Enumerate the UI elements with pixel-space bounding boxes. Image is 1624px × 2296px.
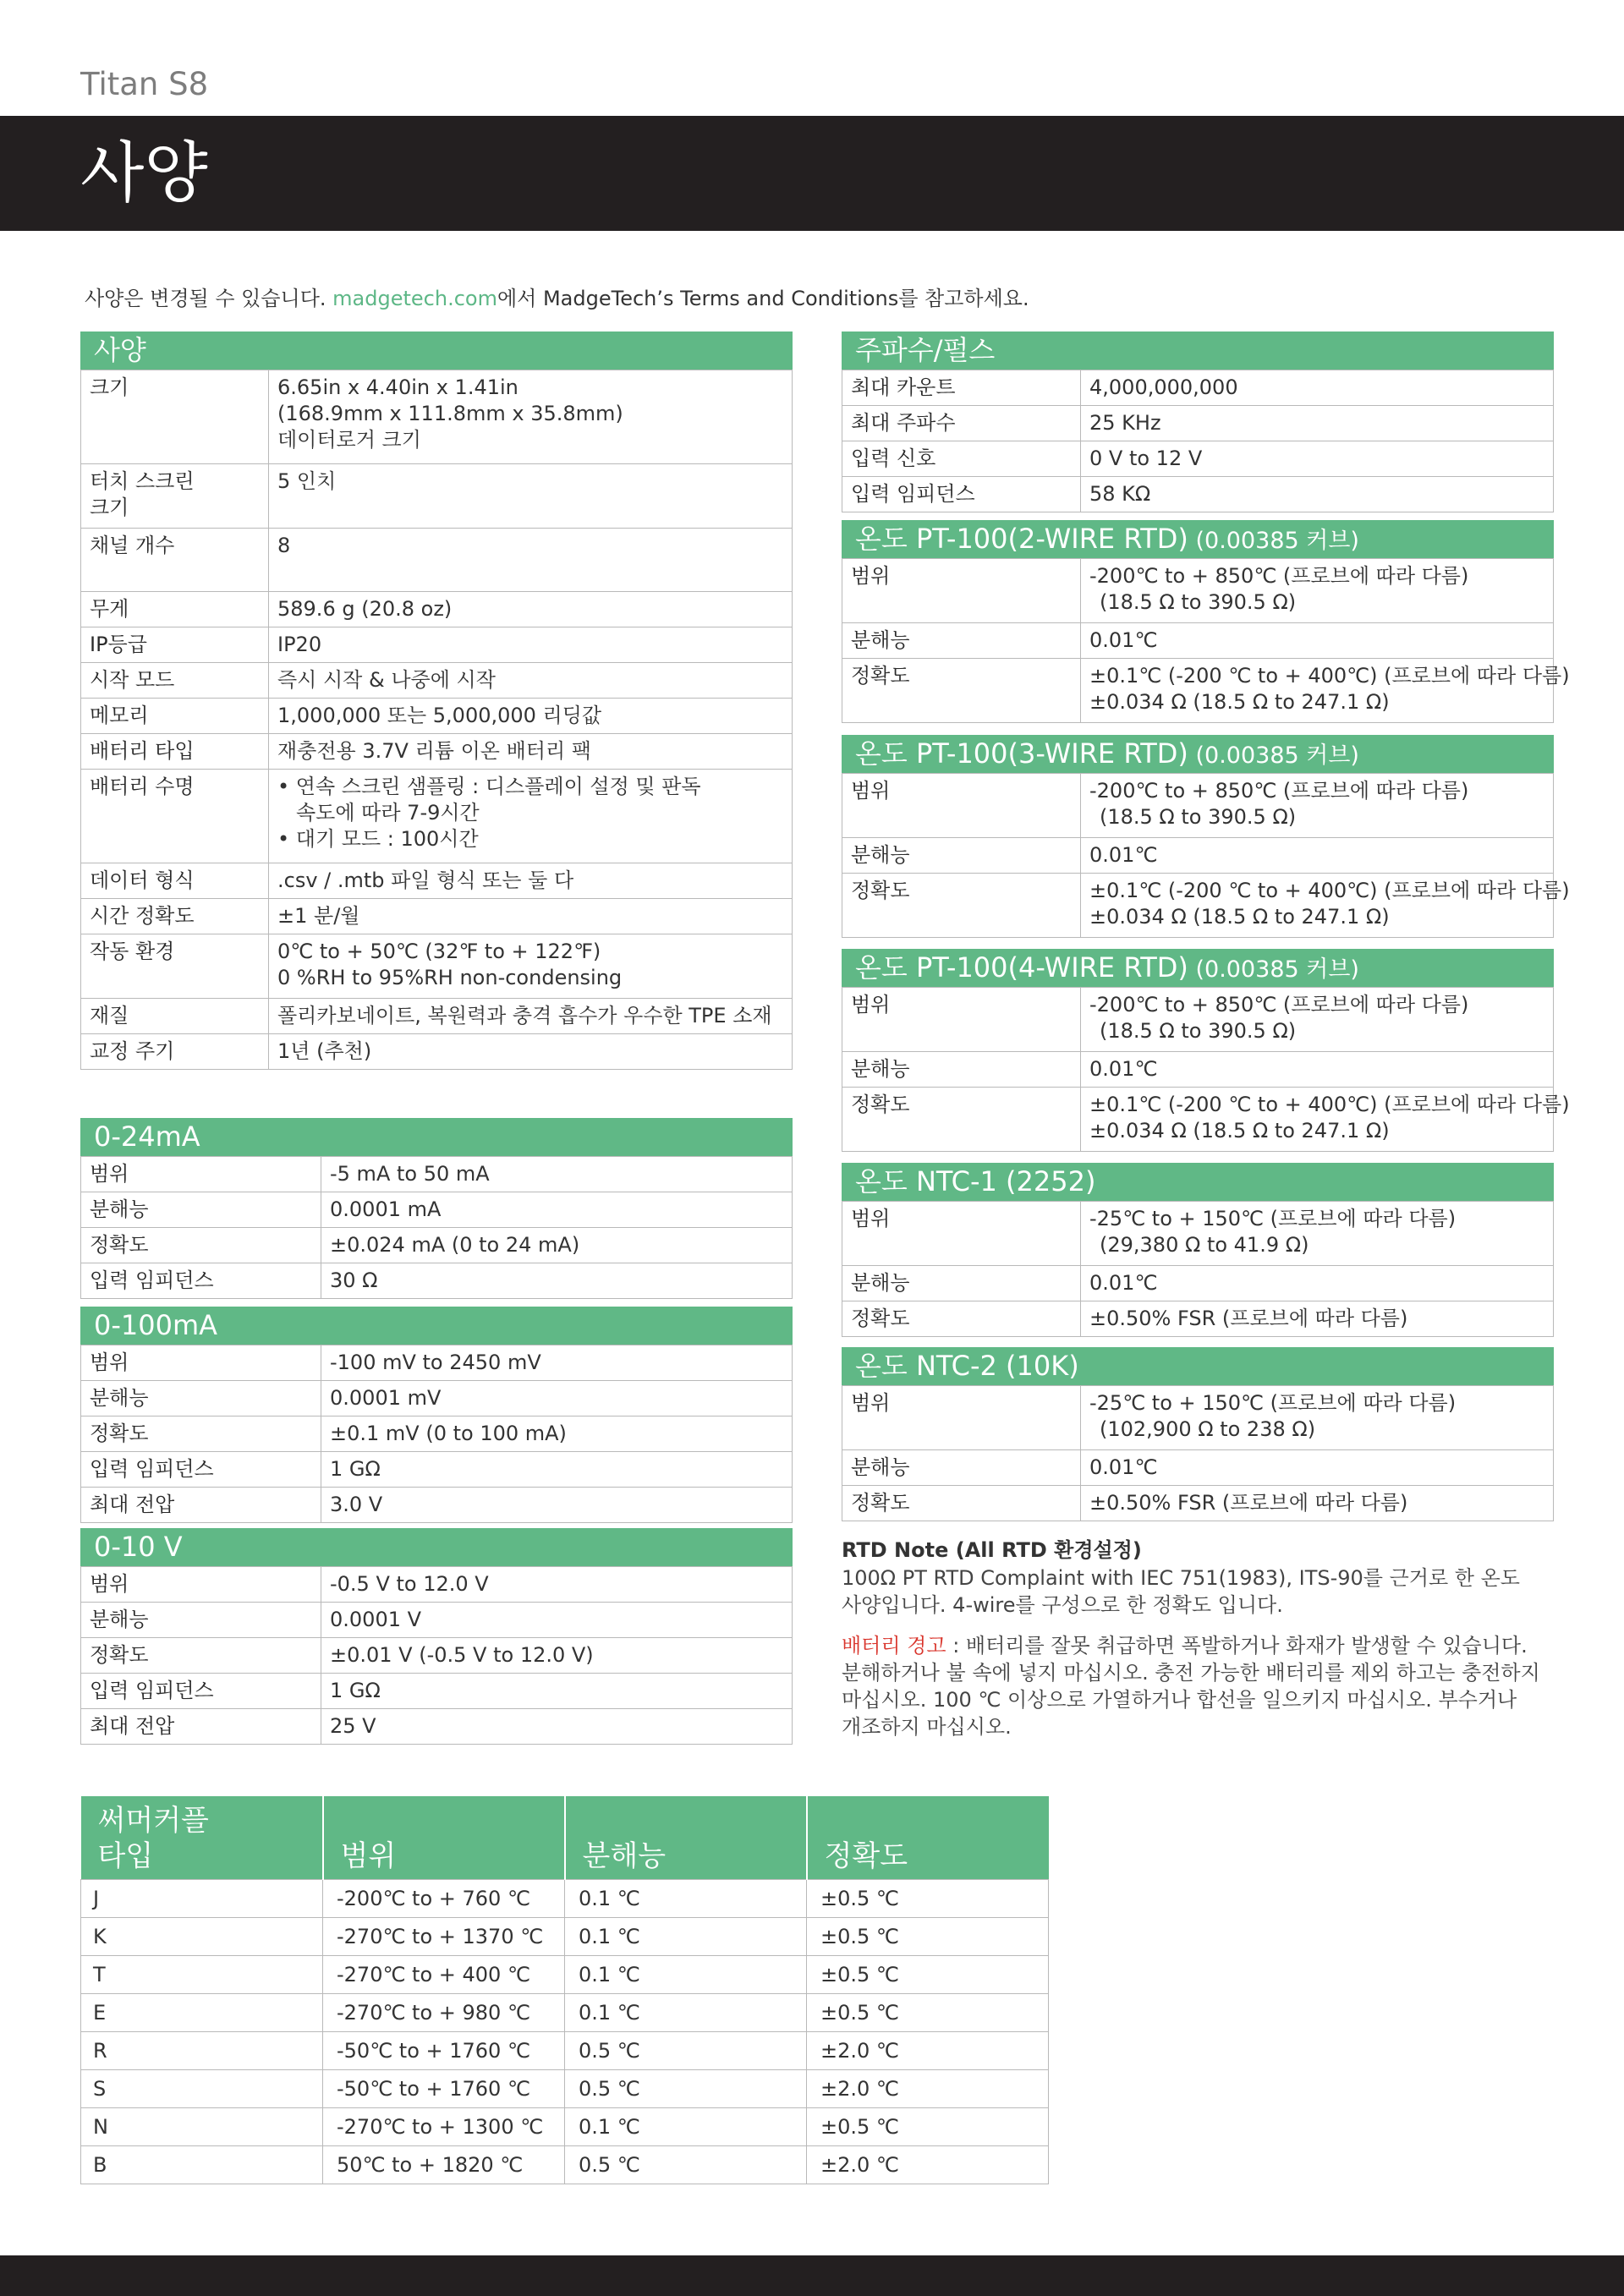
tc-range: -270℃ to + 980 ℃ — [323, 1993, 565, 2031]
spec-value-line: 0 %RH to 95%RH non-condensing — [277, 966, 623, 989]
spec-value — [1081, 988, 1554, 1052]
spec-label: IP등급 — [81, 627, 269, 663]
spec-label: 분해능 — [842, 623, 1081, 659]
spec-label: 데이터 형식 — [81, 863, 269, 899]
footer-bar — [0, 2255, 1624, 2296]
spec-value: -5 mA to 50 mA — [321, 1157, 793, 1192]
spec-label: 정확도 — [842, 874, 1081, 938]
freq-table — [842, 370, 1554, 512]
table-row — [81, 1955, 1049, 1993]
tc-resolution: 0.1 ℃ — [565, 1917, 807, 1955]
tc-type: J — [81, 1879, 323, 1917]
pt100-2wire-table — [842, 558, 1570, 723]
ma24-row — [81, 1157, 793, 1192]
spec-label: 시간 정확도 — [81, 899, 269, 934]
tc-accuracy: ±0.5 ℃ — [807, 1993, 1049, 2031]
spec-notice — [85, 282, 1029, 311]
spec-value-line: ±0.034 Ω (18.5 Ω to 247.1 Ω) — [1089, 905, 1390, 929]
tc-type: N — [81, 2107, 323, 2145]
tc-range: -50℃ to + 1760 ℃ — [323, 2031, 565, 2069]
spec-value-line: (18.5 Ω to 390.5 Ω) — [1100, 805, 1297, 829]
freq-row — [842, 406, 1554, 441]
freq-section-title: 주파수/펄스 — [842, 332, 1554, 370]
section-title-sub: (0.00385 커브) — [1188, 528, 1359, 554]
rtd-row-range — [842, 988, 1554, 1052]
ma100-row — [81, 1381, 793, 1417]
table-row — [81, 2031, 1049, 2069]
spec-label: 범위 — [81, 1345, 321, 1381]
spec-value: 1 GΩ — [321, 1674, 793, 1709]
spec-value-line: -200℃ to + 850℃ (프로브에 따라 다름) — [1089, 564, 1469, 588]
spec-label: 재질 — [81, 999, 269, 1034]
tc-accuracy: ±0.5 ℃ — [807, 1917, 1049, 1955]
spec-value — [1081, 774, 1554, 838]
tc-range: -270℃ to + 1370 ℃ — [323, 1917, 565, 1955]
header-resolution: 분해능 — [565, 1796, 807, 1879]
spec-value-line: (168.9mm x 111.8mm x 35.8mm) — [277, 402, 623, 425]
section-title-sub: (0.00385 커브) — [1188, 743, 1359, 769]
ma24-row — [81, 1263, 793, 1299]
spec-value-line: 0℃ to + 50℃ (32℉ to + 122℉) — [277, 940, 601, 963]
spec-table — [80, 370, 793, 1070]
table-row — [81, 1917, 1049, 1955]
freq-row — [842, 370, 1554, 406]
battery-warning-line: 마십시오. 100 ℃ 이상으로 가열하거나 합선을 일으키지 마십시오. 부수거나 — [842, 1688, 1517, 1712]
spec-label: 입력 임피던스 — [81, 1263, 321, 1299]
pt100-4wire-title — [842, 949, 1554, 987]
pt100-4wire-table — [842, 987, 1570, 1152]
spec-value: 4,000,000,000 — [1081, 370, 1554, 406]
spec-value — [269, 934, 793, 999]
spec-row-touch — [81, 464, 793, 529]
ma100-row — [81, 1345, 793, 1381]
rtd-note-title: RTD Note (All RTD 환경설정) — [842, 1538, 1142, 1562]
spec-label: 최대 전압 — [81, 1488, 321, 1523]
spec-value-line: ±0.034 Ω (18.5 Ω to 247.1 Ω) — [1089, 690, 1390, 714]
spec-value — [269, 370, 793, 464]
spec-label: 정확도 — [81, 1638, 321, 1674]
spec-row-material — [81, 999, 793, 1034]
thermocouple-section — [80, 1796, 1049, 2184]
spec-label: 범위 — [81, 1567, 321, 1603]
spec-value-line: (18.5 Ω to 390.5 Ω) — [1100, 1019, 1297, 1043]
spec-value: -100 mV to 2450 mV — [321, 1345, 793, 1381]
spec-value: 재충전용 3.7V 리튬 이온 배터리 팩 — [269, 734, 793, 770]
spec-value: ±0.1 mV (0 to 100 mA) — [321, 1417, 793, 1452]
spec-row-memory — [81, 699, 793, 734]
spec-row-battery-life — [81, 770, 793, 863]
pt100-4wire-section — [842, 949, 1570, 1152]
tc-accuracy: ±2.0 ℃ — [807, 2031, 1049, 2069]
pt100-2wire-title — [842, 520, 1554, 558]
battery-warning-line — [842, 1632, 1544, 1659]
tc-range: 50℃ to + 1820 ℃ — [323, 2145, 565, 2184]
title-banner — [0, 116, 1624, 231]
spec-row-time-accuracy — [81, 899, 793, 934]
spec-value: 8 — [269, 529, 793, 592]
rtd-row-range — [842, 559, 1554, 623]
spec-value: 25 KHz — [1081, 406, 1554, 441]
tc-accuracy: ±0.5 ℃ — [807, 1879, 1049, 1917]
tc-resolution: 0.5 ℃ — [565, 2069, 807, 2107]
tc-type: R — [81, 2031, 323, 2069]
spec-value — [1081, 559, 1554, 623]
ma24-section-title: 0-24mA — [80, 1118, 793, 1156]
bullet-item-cont: 속도에 따라 7-9시간 — [296, 801, 480, 825]
spec-row-environment — [81, 934, 793, 999]
rtd-note-line: 사양입니다. 4-wire를 구성으로 한 정확도 입니다. — [842, 1593, 1283, 1617]
tc-range: -50℃ to + 1760 ℃ — [323, 2069, 565, 2107]
tc-range: -270℃ to + 400 ℃ — [323, 1955, 565, 1993]
spec-value-line: ±0.1℃ (-200 ℃ to + 400℃) (프로브에 따라 다름) — [1089, 1093, 1570, 1116]
v10-row — [81, 1603, 793, 1638]
v10-section — [80, 1528, 793, 1745]
spec-value: 0.01℃ — [1081, 623, 1554, 659]
tc-accuracy: ±2.0 ℃ — [807, 2069, 1049, 2107]
spec-label: 교정 주기 — [81, 1034, 269, 1070]
battery-warning-text: : 배터리를 잘못 취급하면 폭발하거나 화재가 발생할 수 있습니다. — [946, 1634, 1528, 1658]
spec-value-line: ±0.1℃ (-200 ℃ to + 400℃) (프로브에 따라 다름) — [1089, 879, 1570, 902]
spec-label: 분해능 — [81, 1192, 321, 1228]
spec-value: ±0.50% FSR (프로브에 따라 다름) — [1081, 1486, 1554, 1521]
tc-resolution: 0.5 ℃ — [565, 2145, 807, 2184]
spec-value — [269, 770, 793, 863]
pt100-3wire-section — [842, 735, 1570, 938]
rtd-row-accuracy — [842, 659, 1554, 723]
ntc1-section — [842, 1163, 1554, 1337]
spec-value: -0.5 V to 12.0 V — [321, 1567, 793, 1603]
spec-value: 0.0001 mA — [321, 1192, 793, 1228]
v10-table — [80, 1566, 793, 1745]
ntc-row-accuracy — [842, 1301, 1554, 1337]
spec-label: 입력 임피던스 — [81, 1674, 321, 1709]
spec-label: 작동 환경 — [81, 934, 269, 999]
spec-row-calibration — [81, 1034, 793, 1070]
spec-value: 1 GΩ — [321, 1452, 793, 1488]
thermocouple-header-row — [81, 1796, 1049, 1879]
ntc-row-resolution — [842, 1450, 1554, 1486]
ntc-row-range — [842, 1202, 1554, 1266]
spec-label: 크기 — [81, 370, 269, 464]
tc-resolution: 0.1 ℃ — [565, 2107, 807, 2145]
header-type-line: 타입 — [97, 1838, 154, 1873]
spec-label: 분해능 — [842, 1450, 1081, 1486]
spec-label: 범위 — [842, 774, 1081, 838]
rtd-row-accuracy — [842, 874, 1554, 938]
table-row — [81, 1879, 1049, 1917]
spec-label: 분해능 — [842, 838, 1081, 874]
spec-value: 0.01℃ — [1081, 1266, 1554, 1301]
spec-value-line: 데이터로거 크기 — [277, 428, 421, 452]
spec-value-line: (102,900 Ω to 238 Ω) — [1100, 1417, 1316, 1441]
tc-resolution: 0.1 ℃ — [565, 1955, 807, 1993]
page-title: 사양 — [80, 135, 208, 211]
notice-text: 사양은 변경될 수 있습니다. — [85, 287, 333, 310]
spec-row-ip — [81, 627, 793, 663]
spec-label: 범위 — [81, 1157, 321, 1192]
tc-accuracy: ±0.5 ℃ — [807, 2107, 1049, 2145]
table-row — [81, 2107, 1049, 2145]
spec-value-line: -200℃ to + 850℃ (프로브에 따라 다름) — [1089, 779, 1469, 803]
table-row — [81, 2145, 1049, 2184]
section-title-main: 온도 PT-100(2-WIRE RTD) — [855, 523, 1188, 555]
ma100-row — [81, 1488, 793, 1523]
tc-resolution: 0.5 ℃ — [565, 2031, 807, 2069]
freq-section — [842, 332, 1554, 512]
ma24-row — [81, 1192, 793, 1228]
spec-value: ±0.50% FSR (프로브에 따라 다름) — [1081, 1301, 1554, 1337]
section-title-sub: (0.00385 커브) — [1188, 956, 1359, 983]
header-type — [81, 1796, 323, 1879]
table-row — [81, 2069, 1049, 2107]
spec-value: 0.01℃ — [1081, 1450, 1554, 1486]
spec-row-start — [81, 663, 793, 699]
spec-label: 시작 모드 — [81, 663, 269, 699]
spec-row-channels — [81, 529, 793, 592]
tc-accuracy: ±0.5 ℃ — [807, 1955, 1049, 1993]
battery-warning-line: 분해하거나 불 속에 넣지 마십시오. 충전 가능한 배터리를 제외 하고는 충전하지 — [842, 1661, 1540, 1685]
rtd-note-line: 100Ω PT RTD Complaint with IEC 751(1983), ITS-90를 근거로 한 온도 — [842, 1566, 1520, 1590]
spec-value: 0 V to 12 V — [1081, 441, 1554, 477]
ma100-table — [80, 1345, 793, 1523]
battery-warning-line: 개조하지 마십시오. — [842, 1715, 1012, 1739]
spec-value: 0.01℃ — [1081, 1052, 1554, 1088]
spec-label: 배터리 수명 — [81, 770, 269, 863]
ma24-table — [80, 1156, 793, 1299]
ma24-row — [81, 1228, 793, 1263]
ntc-row-accuracy — [842, 1486, 1554, 1521]
ntc-row-range — [842, 1386, 1554, 1450]
pt100-3wire-title — [842, 735, 1554, 773]
spec-label: 최대 전압 — [81, 1709, 321, 1745]
spec-value-line: 6.65in x 4.40in x 1.41in — [277, 375, 518, 399]
ma100-section-title: 0-100mA — [80, 1307, 793, 1345]
spec-label — [81, 464, 269, 529]
product-name: Titan S8 — [80, 66, 209, 102]
spec-label: 채널 개수 — [81, 529, 269, 592]
spec-value: ±0.024 mA (0 to 24 mA) — [321, 1228, 793, 1263]
spec-row-battery-type — [81, 734, 793, 770]
header-type-line: 써머커플 — [97, 1803, 209, 1838]
spec-row-format — [81, 863, 793, 899]
spec-label: 정확도 — [842, 1088, 1081, 1152]
tc-range: -270℃ to + 1300 ℃ — [323, 2107, 565, 2145]
spec-label: 정확도 — [81, 1228, 321, 1263]
header-accuracy: 정확도 — [807, 1796, 1049, 1879]
spec-value: 5 인치 — [269, 464, 793, 529]
spec-value: .csv / .mtb 파일 형식 또는 둘 다 — [269, 863, 793, 899]
ma100-row — [81, 1452, 793, 1488]
ma100-section — [80, 1307, 793, 1523]
ntc2-table — [842, 1385, 1554, 1521]
section-title-main: 온도 PT-100(3-WIRE RTD) — [855, 737, 1188, 770]
spec-value — [1081, 659, 1570, 723]
spec-row-weight — [81, 592, 793, 627]
spec-value — [1081, 874, 1570, 938]
spec-label: 배터리 타입 — [81, 734, 269, 770]
tc-resolution: 0.1 ℃ — [565, 1993, 807, 2031]
bullet-item: • 대기 모드 : 100시간 — [277, 827, 479, 851]
ntc1-table — [842, 1201, 1554, 1337]
spec-value: 3.0 V — [321, 1488, 793, 1523]
spec-value: 즉시 시작 & 나중에 시작 — [269, 663, 793, 699]
v10-section-title: 0-10 V — [80, 1528, 793, 1566]
spec-label: 범위 — [842, 988, 1081, 1052]
spec-value-line: -200℃ to + 850℃ (프로브에 따라 다름) — [1089, 993, 1469, 1016]
spec-value: 58 KΩ — [1081, 477, 1554, 512]
section-title-main: 온도 PT-100(4-WIRE RTD) — [855, 951, 1188, 984]
spec-label-line: 터치 스크린 — [90, 469, 195, 493]
pt100-3wire-table — [842, 773, 1570, 938]
spec-label: 무게 — [81, 592, 269, 627]
spec-label: 정확도 — [842, 1301, 1081, 1337]
spec-label: 메모리 — [81, 699, 269, 734]
spec-value: 1년 (추천) — [269, 1034, 793, 1070]
spec-value: 30 Ω — [321, 1263, 793, 1299]
v10-row — [81, 1638, 793, 1674]
header-range: 범위 — [323, 1796, 565, 1879]
spec-section-title: 사양 — [80, 332, 793, 370]
spec-section — [80, 332, 793, 1070]
rtd-row-accuracy — [842, 1088, 1554, 1152]
ma100-row — [81, 1417, 793, 1452]
spec-label: 입력 임피던스 — [842, 477, 1081, 512]
spec-value-line: ±0.034 Ω (18.5 Ω to 247.1 Ω) — [1089, 1119, 1390, 1143]
spec-label: 정확도 — [842, 1486, 1081, 1521]
tc-resolution: 0.1 ℃ — [565, 1879, 807, 1917]
v10-row — [81, 1567, 793, 1603]
rtd-note-text — [842, 1564, 1544, 1619]
v10-row — [81, 1674, 793, 1709]
rtd-row-resolution — [842, 838, 1554, 874]
spec-value: ±0.01 V (-0.5 V to 12.0 V) — [321, 1638, 793, 1674]
spec-label: 최대 주파수 — [842, 406, 1081, 441]
rtd-row-resolution — [842, 623, 1554, 659]
tc-type: T — [81, 1955, 323, 1993]
spec-row-size — [81, 370, 793, 464]
tc-accuracy: ±2.0 ℃ — [807, 2145, 1049, 2184]
freq-row — [842, 441, 1554, 477]
v10-row — [81, 1709, 793, 1745]
spec-value: 0.0001 mV — [321, 1381, 793, 1417]
rtd-row-resolution — [842, 1052, 1554, 1088]
spec-label: 분해능 — [842, 1052, 1081, 1088]
thermocouple-table — [80, 1796, 1049, 2184]
spec-label: 분해능 — [81, 1603, 321, 1638]
spec-value — [1081, 1088, 1570, 1152]
spec-value: ±1 분/월 — [269, 899, 793, 934]
spec-label-line: 크기 — [90, 496, 129, 519]
madgetech-link[interactable]: madgetech.com — [332, 287, 497, 310]
spec-value: 25 V — [321, 1709, 793, 1745]
pt100-2wire-section — [842, 520, 1570, 723]
spec-value — [1081, 1202, 1554, 1266]
spec-label: 정확도 — [81, 1417, 321, 1452]
ntc1-section-title: 온도 NTC-1 (2252) — [842, 1163, 1554, 1201]
freq-row — [842, 477, 1554, 512]
spec-label: 정확도 — [842, 659, 1081, 723]
tc-type: K — [81, 1917, 323, 1955]
spec-label: 입력 신호 — [842, 441, 1081, 477]
spec-value: 589.6 g (20.8 oz) — [269, 592, 793, 627]
tc-range: -200℃ to + 760 ℃ — [323, 1879, 565, 1917]
battery-warning-label: 배터리 경고 — [842, 1634, 946, 1658]
spec-label: 범위 — [842, 559, 1081, 623]
ntc2-section-title: 온도 NTC-2 (10K) — [842, 1347, 1554, 1385]
table-row — [81, 1993, 1049, 2031]
spec-label: 분해능 — [842, 1266, 1081, 1301]
tc-type: E — [81, 1993, 323, 2031]
spec-label: 입력 임피던스 — [81, 1452, 321, 1488]
spec-value: 폴리카보네이트, 복원력과 충격 흡수가 우수한 TPE 소재 — [269, 999, 793, 1034]
notice-text-end: 에서 MadgeTech’s Terms and Conditions를 참고하세요. — [497, 287, 1029, 310]
ntc-row-resolution — [842, 1266, 1554, 1301]
spec-value: 1,000,000 또는 5,000,000 리딩값 — [269, 699, 793, 734]
spec-value-line: (29,380 Ω to 41.9 Ω) — [1100, 1233, 1309, 1257]
spec-label: 범위 — [842, 1202, 1081, 1266]
spec-value-line: (18.5 Ω to 390.5 Ω) — [1100, 590, 1297, 614]
spec-value: 0.0001 V — [321, 1603, 793, 1638]
bullet-item: • 연속 스크린 샘플링 : 디스플레이 설정 및 판독 — [277, 775, 701, 798]
tc-type: B — [81, 2145, 323, 2184]
spec-value — [1081, 1386, 1554, 1450]
spec-value-line: -25℃ to + 150℃ (프로브에 따라 다름) — [1089, 1207, 1457, 1230]
spec-value: IP20 — [269, 627, 793, 663]
spec-label: 최대 카운트 — [842, 370, 1081, 406]
spec-value-line: ±0.1℃ (-200 ℃ to + 400℃) (프로브에 따라 다름) — [1089, 664, 1570, 688]
battery-warning — [842, 1632, 1544, 1740]
spec-label: 분해능 — [81, 1381, 321, 1417]
tc-type: S — [81, 2069, 323, 2107]
ntc2-section — [842, 1347, 1554, 1521]
ma24-section — [80, 1118, 793, 1299]
spec-label: 범위 — [842, 1386, 1081, 1450]
spec-value: 0.01℃ — [1081, 838, 1554, 874]
rtd-row-range — [842, 774, 1554, 838]
spec-value-line: -25℃ to + 150℃ (프로브에 따라 다름) — [1089, 1391, 1457, 1415]
